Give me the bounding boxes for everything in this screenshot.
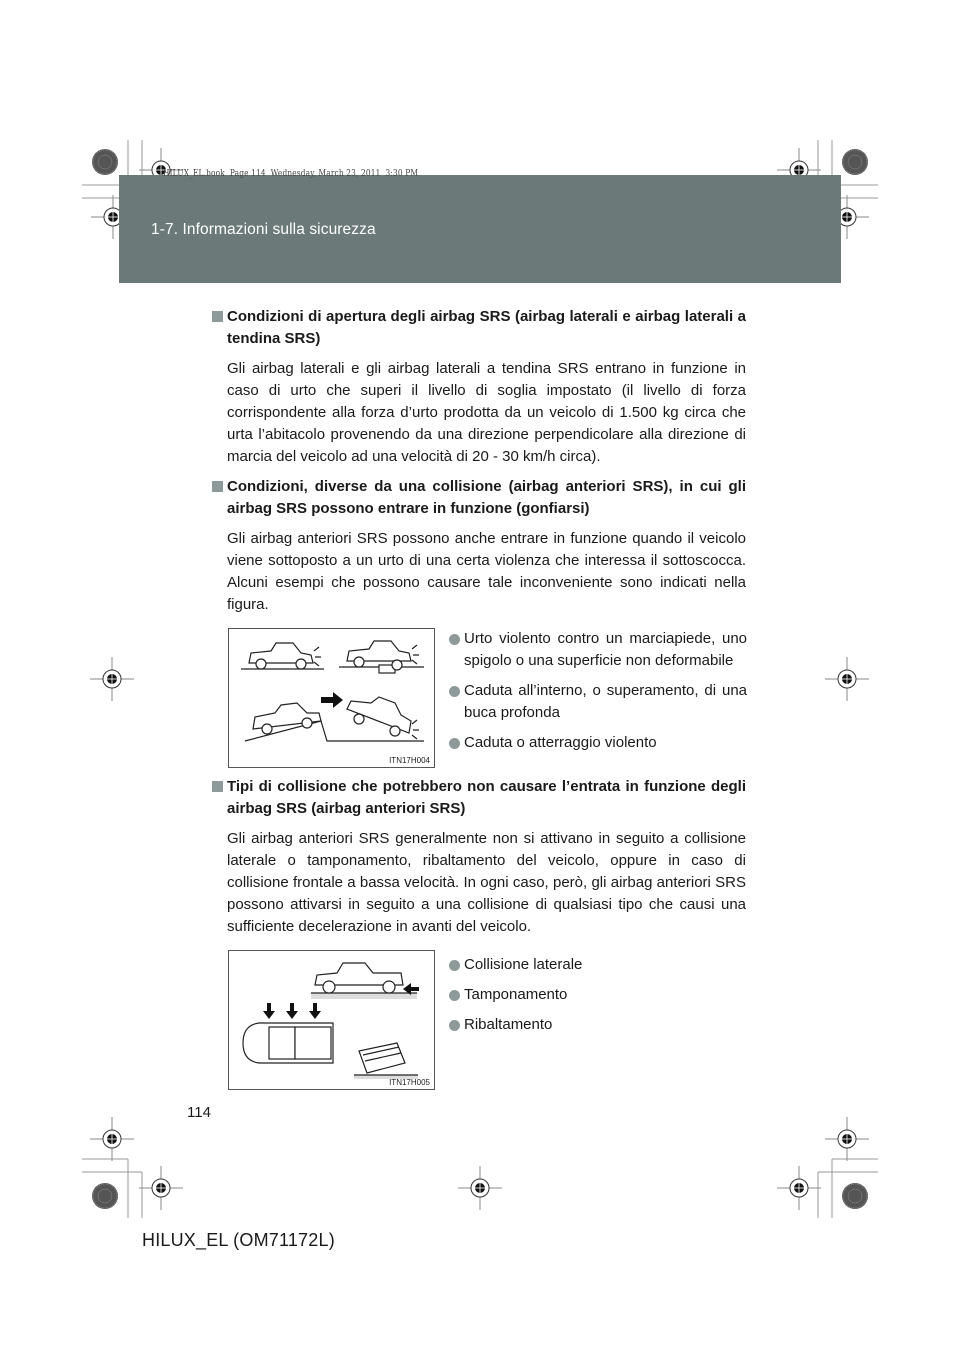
page-content	[212, 306, 746, 1090]
list-item: Collisione laterale	[449, 954, 747, 976]
print-stamp: HILUX_EL.book Page 114 Wednesday, March 23, 2011 3:30 PM	[163, 169, 419, 179]
round-bullet-icon	[449, 738, 460, 749]
section-heading: Tipi di collisione che potrebbero non causare l’entrata in funzione degli airbag SRS (airbag anteriori SRS)	[212, 776, 746, 820]
round-bullet-icon	[449, 960, 460, 971]
section-header-band	[119, 175, 841, 283]
bullet-list	[449, 954, 747, 1044]
bullet-list	[449, 628, 747, 762]
section-heading: Condizioni, diverse da una collisione (airbag anteriori SRS), in cui gli airbag SRS possono entrare in funzione (gonfiarsi)	[212, 476, 746, 520]
list-item: Caduta o atterraggio violento	[449, 732, 747, 754]
figure-caption: ITN17H005	[389, 1078, 430, 1087]
illustration-collision-types	[228, 950, 435, 1090]
round-bullet-icon	[449, 990, 460, 1001]
round-bullet-icon	[449, 1020, 460, 1031]
figure-caption: ITN17H004	[389, 756, 430, 765]
section-heading: Condizioni di apertura degli airbag SRS (airbag laterali e airbag laterali a tendina SRS)	[212, 306, 746, 350]
page-number: 114	[187, 1104, 211, 1121]
round-bullet-icon	[449, 686, 460, 697]
section-body: Gli airbag anteriori SRS generalmente non si attivano in seguito a collisione laterale o tamponamento, ribaltamento del veicolo, oppure in caso di collisione frontale a bassa velocità. In ogni caso, però, gli airbag anteriori SRS possono attivarsi in seguito a una collisione di qualsiasi tipo che causi una sufficiente decelerazione in avanti del veicolo.	[227, 830, 746, 935]
square-bullet-icon	[212, 311, 223, 322]
collision-types-illustration-icon	[229, 951, 434, 1089]
round-bullet-icon	[449, 634, 460, 645]
list-item: Caduta all’interno, o superamento, di una buca profonda	[449, 680, 747, 724]
section-title: 1-7. Informazioni sulla sicurezza	[151, 221, 376, 238]
square-bullet-icon	[212, 481, 223, 492]
list-item: Tamponamento	[449, 984, 747, 1006]
list-item: Urto violento contro un marciapiede, uno spigolo o una superficie non deformabile	[449, 628, 747, 672]
illustration-underbody-impacts	[228, 628, 435, 768]
section-body: Gli airbag laterali e gli airbag laterali a tendina SRS entrano in funzione in caso di urto che superi il livello di soglia impostato (il livello di forza corrispondente alla forza d’urto prodotta da un veicolo di 1.500 kg circa che urta l’abitacolo provenendo da una direzione perpendicolare alla direzione di marcia del veicolo ad una velocità di 20 - 30 km/h circa).	[227, 360, 746, 465]
list-item: Ribaltamento	[449, 1014, 747, 1036]
figure-row	[228, 950, 746, 1090]
truck-impact-illustration-icon	[229, 629, 434, 767]
figure-row	[228, 628, 746, 768]
square-bullet-icon	[212, 781, 223, 792]
section-body: Gli airbag anteriori SRS possono anche entrare in funzione quando il veicolo viene sottoposto a un urto di una certa violenza che interessa il sottoscocca. Alcuni esempi che possono causare tale inconveniente sono indicati nella figura.	[227, 530, 746, 613]
manual-code: HILUX_EL (OM71172L)	[142, 1230, 335, 1250]
